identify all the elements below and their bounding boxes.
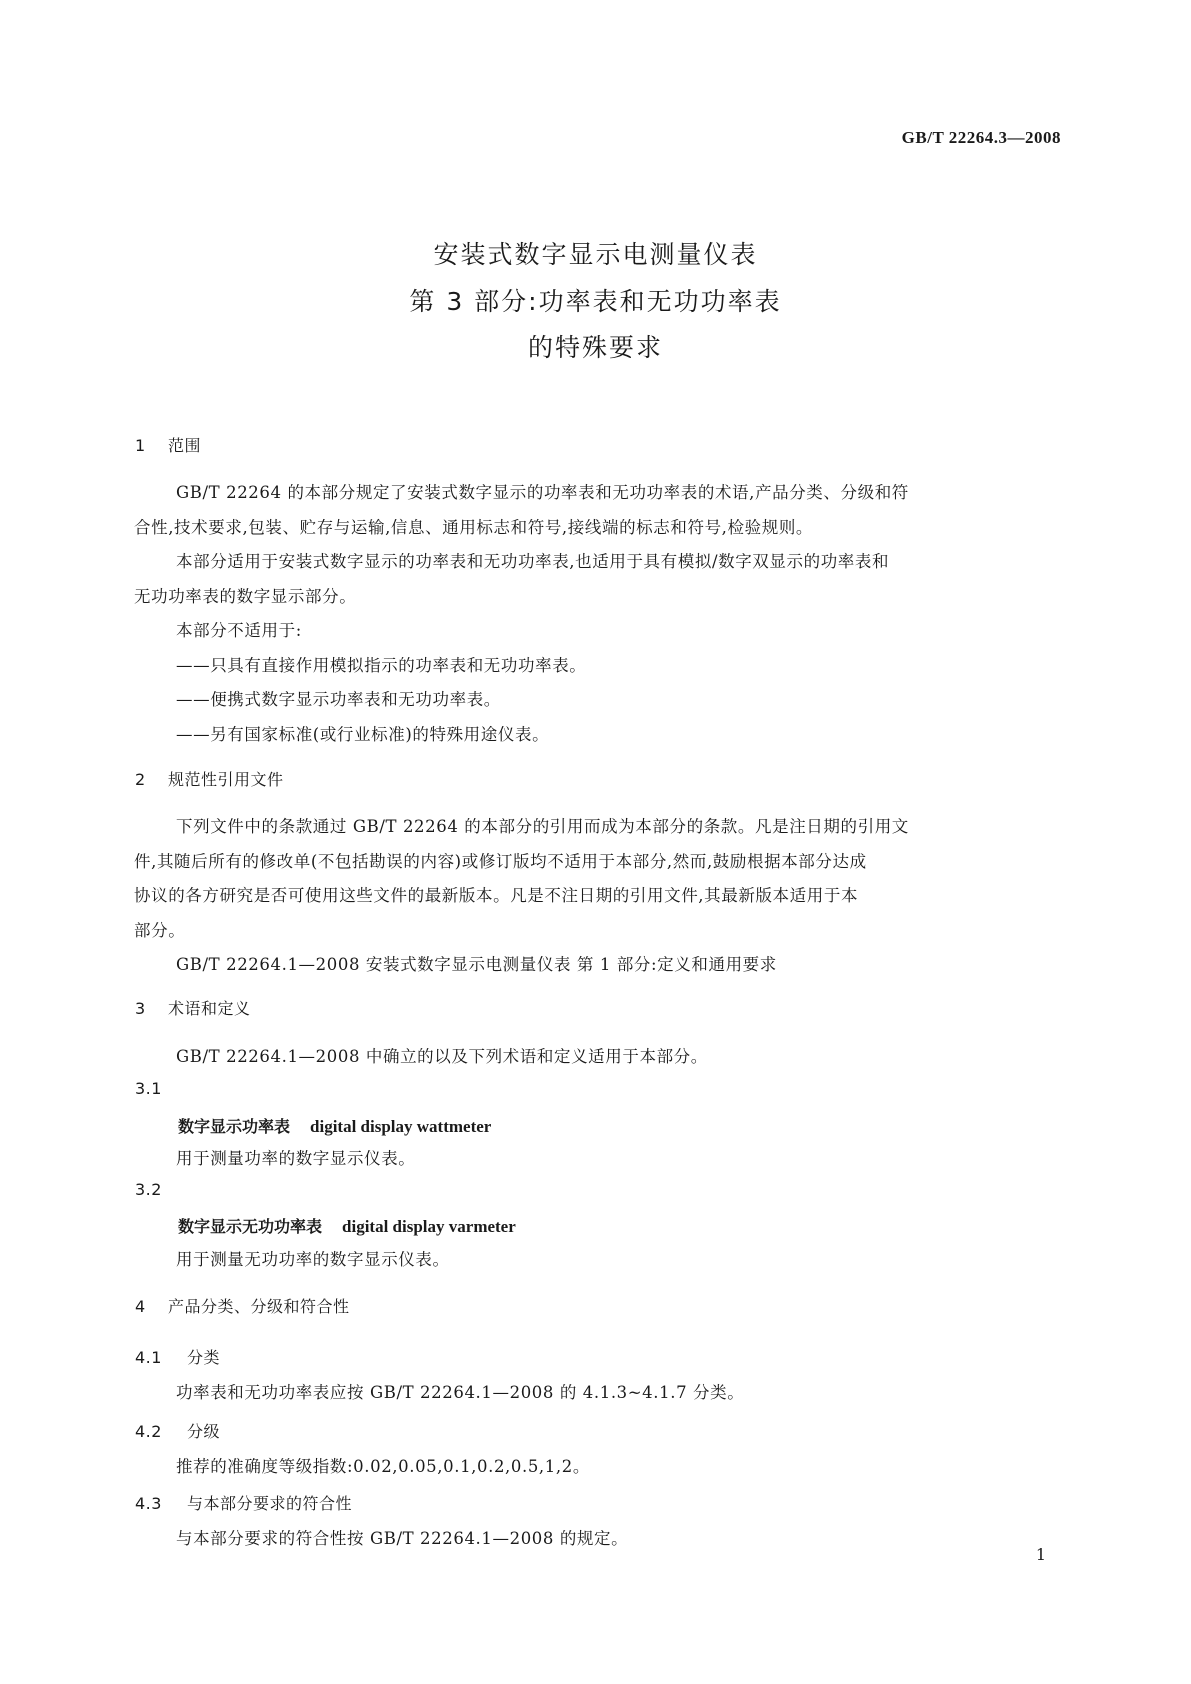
section-2-paragraph-line-4: 部分。	[134, 921, 186, 940]
subsection-4-3-title: 与本部分要求的符合性	[187, 1494, 353, 1513]
list-item: ——只具有直接作用模拟指示的功率表和无功功率表。	[176, 656, 587, 675]
term-3-2-number: 3.2	[135, 1180, 162, 1199]
section-1-paragraph-3: 本部分不适用于:	[176, 621, 302, 640]
section-1-paragraph-1-line-2: 合性,技术要求,包装、贮存与运输,信息、通用标志和符号,接线端的标志和符号,检验规则。	[134, 518, 814, 537]
section-1-number: 1	[135, 436, 146, 455]
section-4-heading	[135, 1294, 350, 1317]
subsection-4-3-text: 与本部分要求的符合性按 GB/T 22264.1—2008 的规定。	[176, 1529, 629, 1548]
section-3-heading	[135, 996, 251, 1019]
section-2-paragraph-line-3: 协议的各方研究是否可使用这些文件的最新版本。凡是不注日期的引用文件,其最新版本适用于本	[134, 886, 859, 905]
section-2-heading	[135, 767, 284, 790]
term-3-1-number: 3.1	[135, 1079, 162, 1098]
section-3-intro: GB/T 22264.1—2008 中确立的以及下列术语和定义适用于本部分。	[176, 1047, 708, 1066]
subsection-4-1-heading	[135, 1345, 220, 1368]
subsection-4-3-number: 4.3	[135, 1494, 162, 1513]
page-number: 1	[1035, 1545, 1046, 1564]
term-3-1	[178, 1114, 491, 1137]
document-title-line-2: 第 3 部分:功率表和无功功率表	[409, 287, 782, 316]
subsection-4-2-number: 4.2	[135, 1422, 162, 1441]
section-2-paragraph-line-1: 下列文件中的条款通过 GB/T 22264 的本部分的引用而成为本部分的条款。凡是注日期的引用文	[176, 817, 909, 836]
subsection-4-1-text: 功率表和无功功率表应按 GB/T 22264.1—2008 的 4.1.3~4.1.7 分类。	[176, 1383, 745, 1402]
subsection-4-2-title: 分级	[187, 1422, 221, 1441]
subsection-4-2-heading	[135, 1419, 220, 1442]
standard-code: GB/T 22264.3—2008	[901, 128, 1061, 147]
list-item: ——另有国家标准(或行业标准)的特殊用途仪表。	[176, 725, 550, 744]
section-1-paragraph-2-line-2: 无功功率表的数字显示部分。	[134, 587, 357, 606]
section-1-title: 范围	[168, 436, 202, 455]
term-3-2	[178, 1214, 516, 1237]
document-title-line-3: 的特殊要求	[527, 333, 663, 362]
section-3-title: 术语和定义	[168, 999, 251, 1018]
section-2-number: 2	[135, 770, 146, 789]
term-3-1-chinese: 数字显示功率表	[178, 1117, 291, 1136]
term-3-1-english: digital display wattmeter	[310, 1117, 492, 1136]
subsection-4-1-title: 分类	[187, 1348, 221, 1367]
document-title-line-1: 安装式数字显示电测量仪表	[433, 240, 758, 269]
term-3-2-english: digital display varmeter	[342, 1217, 516, 1236]
section-4-number: 4	[135, 1297, 146, 1316]
normative-reference: GB/T 22264.1—2008 安装式数字显示电测量仪表 第 1 部分:定义和通用要求	[176, 955, 777, 974]
subsection-4-2-text: 推荐的准确度等级指数:0.02,0.05,0.1,0.2,0.5,1,2。	[176, 1457, 590, 1476]
subsection-4-1-number: 4.1	[135, 1348, 162, 1367]
section-3-number: 3	[135, 999, 146, 1018]
section-1-paragraph-2-line-1: 本部分适用于安装式数字显示的功率表和无功功率表,也适用于具有模拟/数字双显示的功率表和	[176, 552, 890, 571]
section-1-paragraph-1-line-1: GB/T 22264 的本部分规定了安装式数字显示的功率表和无功功率表的术语,产品分类、分级和符	[176, 483, 909, 502]
list-item: ——便携式数字显示功率表和无功功率表。	[176, 690, 501, 709]
section-2-title: 规范性引用文件	[168, 770, 284, 789]
section-1-heading	[135, 433, 201, 456]
term-3-2-chinese: 数字显示无功功率表	[178, 1217, 323, 1236]
subsection-4-3-heading	[135, 1491, 352, 1514]
section-4-title: 产品分类、分级和符合性	[168, 1297, 350, 1316]
term-3-1-definition: 用于测量功率的数字显示仪表。	[176, 1149, 416, 1168]
term-3-2-definition: 用于测量无功功率的数字显示仪表。	[176, 1250, 450, 1269]
section-2-paragraph-line-2: 件,其随后所有的修改单(不包括勘误的内容)或修订版均不适用于本部分,然而,鼓励根据本部分达成	[134, 852, 867, 871]
